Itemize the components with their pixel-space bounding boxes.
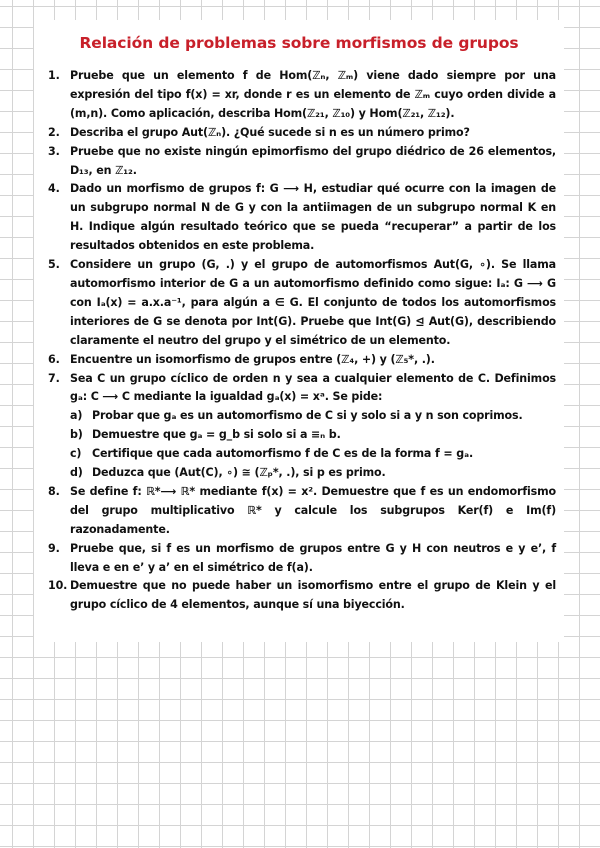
problem-number: 3.: [48, 144, 60, 158]
problem-text: Pruebe que un elemento f de Hom(ℤₙ, ℤₘ) viene dado siempre por una expresión del tipo f(x) = xr, donde r es un elemento de ℤₘ cuyo orden divide a (m,n). Como aplicación, describa Hom(ℤ₂₁, ℤ₁₀) y Hom(ℤ₂₁, ℤ₁₂).: [70, 69, 556, 120]
problem-number: 5.: [48, 258, 60, 272]
problem-text: Considere un grupo (G, .) y el grupo de automorfismos Aut(G, ∘). Se llama automorfismo interior de G a un automorfismo definido como sigue: Iₐ: G ⟶ G con Iₐ(x) = a.x.a⁻¹, para algún a ∈ G. El conjunto de todos los automorfismos interiores de G se denota por Int(G). Pruebe que Int(G) ⊴ Aut(G), describiendo claramente el neutro del grupo y el simétrico de un elemento.: [70, 258, 556, 347]
problem-text: Sea C un grupo cíclico de orden n y sea a cualquier elemento de C. Definimos gₐ: C ⟶ C mediante la igualdad gₐ(x) = xᵃ. Se pide:: [70, 371, 556, 404]
problem-item: [48, 370, 556, 483]
problem-item: [48, 67, 556, 124]
problem-number: 4.: [48, 182, 60, 196]
problem-item: [48, 124, 556, 143]
problem-number: 1.: [48, 69, 60, 82]
problem-item: [48, 577, 556, 615]
problem-text: Pruebe que no existe ningún epimorfismo del grupo diédrico de 26 elementos, D₁₃, en ℤ₁₂.: [70, 144, 556, 177]
subitem: [70, 426, 556, 445]
problem-number: 2.: [48, 125, 60, 139]
problem-text: Demuestre que no puede haber un isomorfismo entre el grupo de Klein y el grupo cíclico de 4 elementos, aunque sí una biyección.: [70, 579, 556, 612]
subitem: [70, 445, 556, 464]
problem-list: [48, 67, 556, 615]
subitem-letter: a): [70, 409, 83, 423]
problem-number: 7.: [48, 371, 60, 385]
problem-item: [48, 483, 556, 540]
subitem-letter: c): [70, 447, 82, 461]
subitem: [70, 464, 556, 483]
problem-text: Se define f: ℝ*⟶ ℝ* mediante f(x) = x². Demuestre que f es un endomorfismo del grupo multiplicativo ℝ* y calcule los subgrupos Ker(f) e Im(f) razonadamente.: [70, 484, 556, 536]
subitem-text: Deduzca que (Aut(C), ∘) ≅ (ℤₚ*, .), si p es primo.: [92, 466, 386, 480]
problem-number: 10.: [48, 579, 68, 593]
page-title: Relación de problemas sobre morfismos de grupos: [79, 34, 519, 52]
problem-text: Encuentre un isomorfismo de grupos entre (ℤ₄, +) y (ℤ₅*, .).: [70, 352, 435, 366]
problem-item: [48, 180, 556, 256]
problem-number: 6.: [48, 352, 60, 366]
document-page: [34, 20, 564, 642]
problem-number: 9.: [48, 541, 60, 555]
problem-text: Pruebe que, si f es un morfismo de grupos entre G y H con neutros e y e’, f lleva e en e’ y a’ en el simétrico de f(a).: [70, 541, 556, 574]
problem-item: [48, 540, 556, 578]
subitem-letter: b): [70, 428, 83, 442]
problem-item: [48, 256, 556, 351]
subitem-text: Demuestre que gₐ = g_b si solo si a ≡ₙ b.: [92, 428, 341, 442]
problem-item: [48, 351, 556, 370]
subitem-letter: d): [70, 466, 83, 480]
problem-text: Dado un morfismo de grupos f: G ⟶ H, estudiar qué ocurre con la imagen de un subgrupo normal N de G y con la antiimagen de un subgrupo normal K en H. Indique algún resultado teórico que se pueda “recuperar” a partir de los resultados obtenidos en este problema.: [70, 182, 556, 253]
subitem: [70, 407, 556, 426]
problem-item: [48, 143, 556, 181]
problem-text: Describa el grupo Aut(ℤₙ). ¿Qué sucede si n es un número primo?: [70, 125, 470, 139]
subitem-text: Certifique que cada automorfismo f de C es de la forma f = gₐ.: [92, 447, 474, 461]
subitem-text: Probar que gₐ es un automorfismo de C si y solo si a y n son coprimos.: [92, 409, 523, 423]
problem-number: 8.: [48, 484, 60, 498]
